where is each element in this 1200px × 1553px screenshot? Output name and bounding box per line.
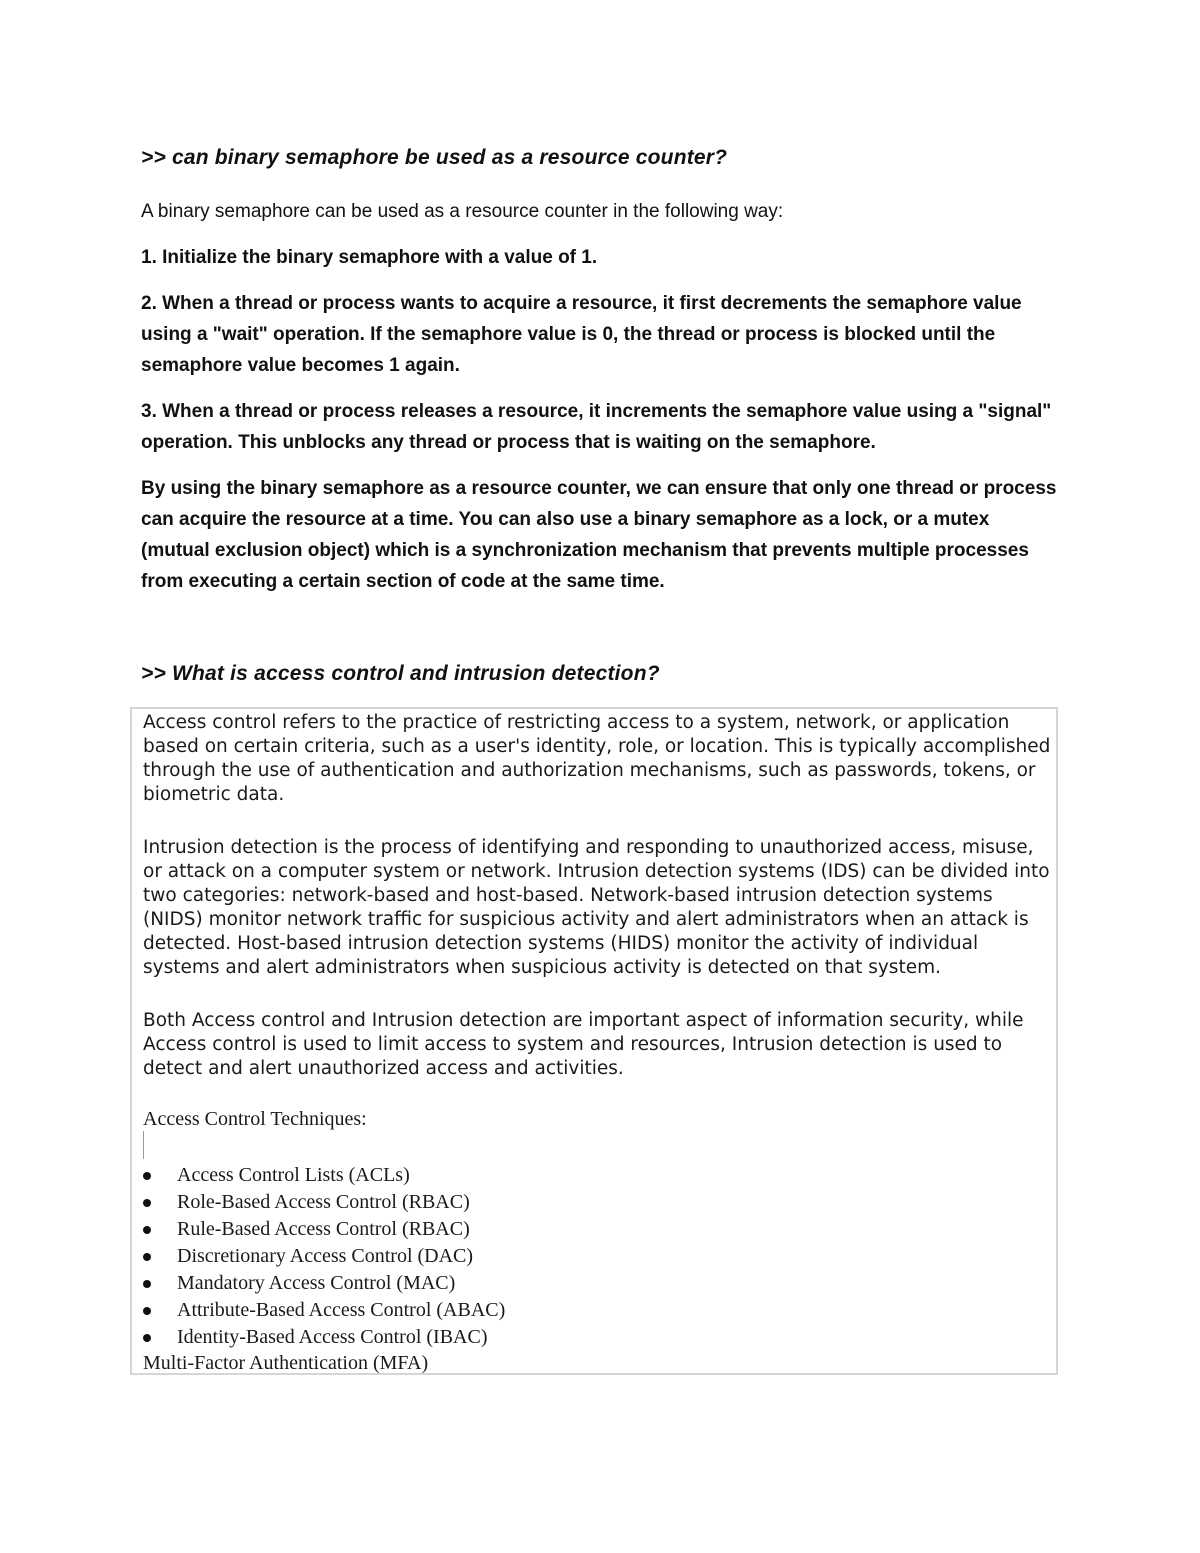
answer-paragraphs: [143, 711, 1055, 1081]
list-item: Access Control Lists (ACLs): [143, 1162, 505, 1189]
access-control-answer-box: [130, 707, 1058, 1375]
step-paragraph: 2. When a thread or process wants to acquire a resource, it first decrements the semaphore value using a "wait" operation. If the semaphore value is 0, the thread or process is blocked until the semaphore value becomes 1 again.: [141, 293, 1022, 376]
summary-paragraph: Both Access control and Intrusion detection are important aspect of information security, while Access control is used to limit access to system and resources, Intrusion detection is used to detect and alert unauthorized access and activities.: [143, 1010, 1024, 1079]
semaphore-answer: [141, 196, 1061, 612]
bullet-icon: [143, 1307, 151, 1315]
techniques-title: Access Control Techniques:: [143, 1108, 367, 1130]
list-item: Discretionary Access Control (DAC): [143, 1243, 505, 1270]
techniques-list: [143, 1162, 505, 1351]
bullet-icon: [143, 1253, 151, 1261]
list-item: Role-Based Access Control (RBAC): [143, 1189, 505, 1216]
access-control-paragraph: Access control refers to the practice of restricting access to a system, network, or application based on certain criteria, such as a user's identity, role, or location. This is typically accomplished through the use of authentication and authorization mechanisms, such as passwords, tokens, or biometric data.: [143, 712, 1051, 805]
bullet-icon: [143, 1199, 151, 1207]
conclusion-paragraph: By using the binary semaphore as a resource counter, we can ensure that only one thread or process can acquire the resource at a time. You can also use a binary semaphore as a lock, or a mutex (mutual exclusion object) which is a synchronization mechanism that prevents multiple processes from executing a certain section of code at the same time.: [141, 478, 1057, 592]
list-item: Rule-Based Access Control (RBAC): [143, 1216, 505, 1243]
list-item: Mandatory Access Control (MAC): [143, 1270, 505, 1297]
intro-paragraph: A binary semaphore can be used as a resource counter in the following way:: [141, 201, 784, 222]
list-item: Identity-Based Access Control (IBAC): [143, 1324, 505, 1351]
bullet-icon: [143, 1334, 151, 1342]
step-paragraph: 3. When a thread or process releases a resource, it increments the semaphore value using a "signal" operation. This unblocks any thread or process that is waiting on the semaphore.: [141, 401, 1052, 453]
section-heading-semaphore: >> can binary semaphore be used as a resource counter?: [141, 146, 728, 169]
bullet-icon: [143, 1172, 151, 1180]
text-cursor: [143, 1131, 144, 1159]
bullet-icon: [143, 1226, 151, 1234]
bullet-icon: [143, 1280, 151, 1288]
step-paragraph: 1. Initialize the binary semaphore with a value of 1.: [141, 247, 598, 268]
intrusion-detection-paragraph: Intrusion detection is the process of identifying and responding to unauthorized access, misuse, or attack on a computer system or network. Intrusion detection systems (IDS) can be divided into two categories: network-based and host-based. Network-based intrusion detection systems (NIDS) monitor network traffic for suspicious activity and alert administrators when an attack is detected. Host-based intrusion detection systems (HIDS) monitor the activity of individual systems and alert administrators when suspicious activity is detected on that system.: [143, 837, 1050, 978]
trailing-technique-line: Multi-Factor Authentication (MFA): [143, 1352, 429, 1374]
list-item: Attribute-Based Access Control (ABAC): [143, 1297, 505, 1324]
section-heading-access-control: >> What is access control and intrusion detection?: [141, 662, 660, 685]
